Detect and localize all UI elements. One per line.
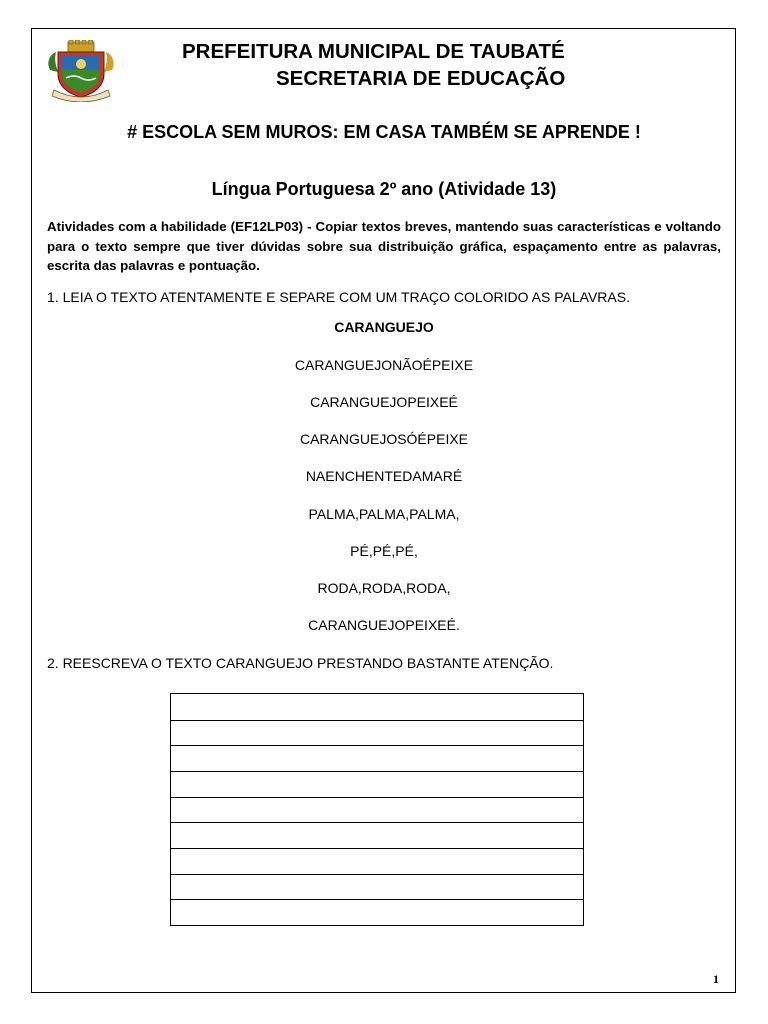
answer-writing-box[interactable] xyxy=(170,693,584,926)
poem-line: CARANGUEJOSÓÉPEIXE xyxy=(299,431,469,447)
answer-writing-line xyxy=(171,797,583,798)
slogan: # ESCOLA SEM MUROS: EM CASA TAMBÉM SE APRENDE ! xyxy=(127,122,641,142)
question-1: 1. LEIA O TEXTO ATENTAMENTE E SEPARE COM UM TRAÇO COLORIDO AS PALAVRAS. xyxy=(47,289,630,305)
answer-writing-line xyxy=(171,745,583,746)
poem-line: PALMA,PALMA,PALMA, xyxy=(308,506,460,522)
header-secretaria: SECRETARIA DE EDUCAÇÃO xyxy=(276,67,566,90)
page-number: 1 xyxy=(713,972,719,986)
poem-line: RODA,RODA,RODA, xyxy=(317,580,451,596)
poem-title: CARANGUEJO xyxy=(334,319,434,335)
answer-writing-line xyxy=(171,720,583,721)
poem-line: NAENCHENTEDAMARÉ xyxy=(305,468,463,484)
question-2: 2. REESCREVA O TEXTO CARANGUEJO PRESTANDO BASTANTE ATENÇÃO. xyxy=(47,655,554,671)
answer-writing-line xyxy=(171,771,583,772)
poem-line: CARANGUEJOPEIXEÉ. xyxy=(308,617,460,633)
answer-writing-line xyxy=(171,874,583,875)
skill-description: Atividades com a habilidade (EF12LP03) - Copiar textos breves, mantendo suas características e voltando para o texto sempre que tiver dúvidas sobre sua distribuição gráfica, espaçamento entre as palavras, escrita das palavras e pontuação. xyxy=(47,219,721,273)
poem-line: CARANGUEJOPEIXEÉ xyxy=(310,394,458,410)
poem-line: CARANGUEJONÃOÉPEIXE xyxy=(294,357,474,373)
subject-title: Língua Portuguesa 2º ano (Atividade 13) xyxy=(211,179,557,199)
poem-line: PÉ,PÉ,PÉ, xyxy=(350,543,418,559)
answer-writing-line xyxy=(171,822,583,823)
header-prefeitura: PREFEITURA MUNICIPAL DE TAUBATÉ xyxy=(182,40,565,63)
answer-writing-line xyxy=(171,899,583,900)
municipal-coat-of-arms-icon xyxy=(44,40,118,102)
answer-writing-line xyxy=(171,848,583,849)
